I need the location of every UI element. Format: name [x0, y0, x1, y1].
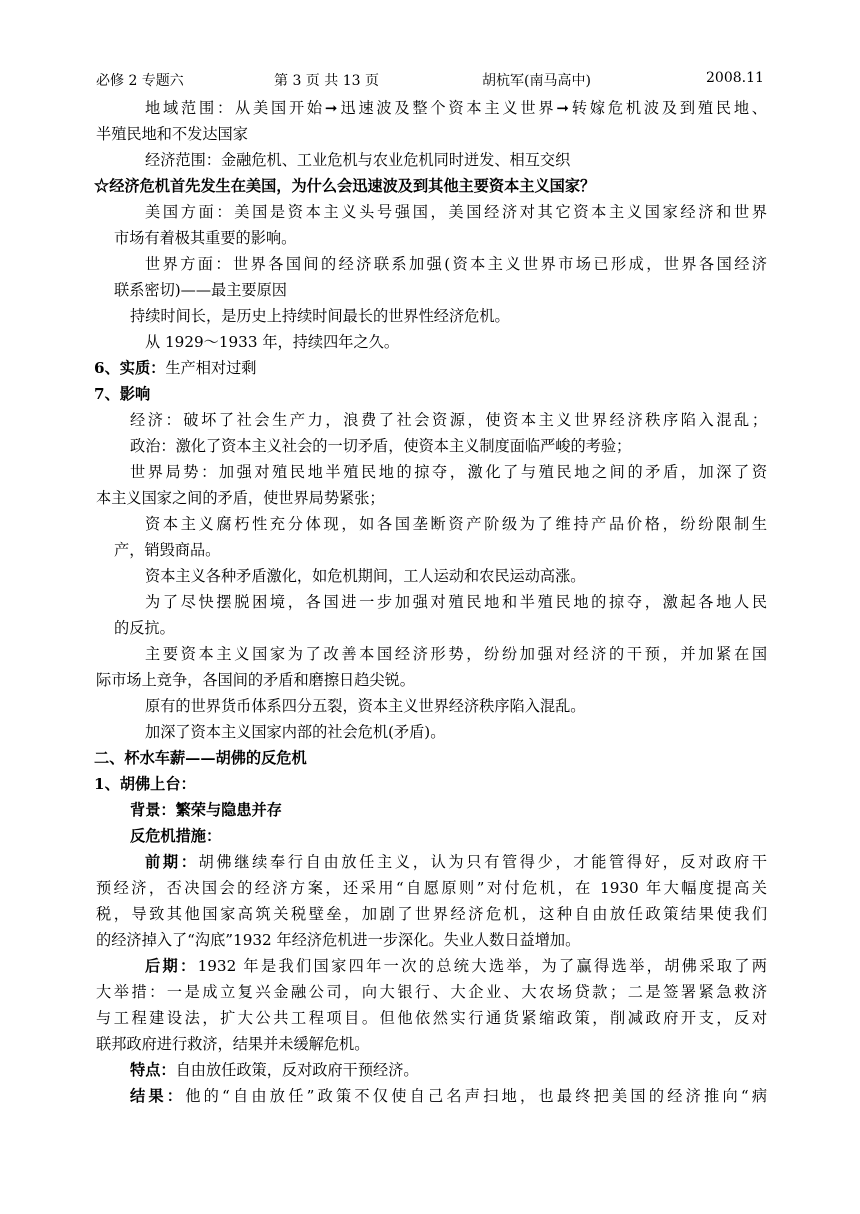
region-scope-line2: 半殖民地和不发达国家: [96, 125, 248, 143]
essence-line: [94, 358, 256, 378]
contradiction-text: 资本主义各种矛盾激化，如危机期间，工人运动和农民运动高涨。: [145, 567, 586, 585]
early-phase-text1: 胡佛继续奉行自由放任主义，认为只有管得少，才能管得好，反对政府干: [198, 853, 768, 871]
region-scope-line1: 地域范围：从美国开始➞迅速波及整个资本主义世界➞转嫁危机波及到殖民地、: [145, 99, 767, 117]
early-phase-line2: 预经济，否决国会的经济方案，还采用“自愿原则”对付危机，在 1930 年大幅度提高关: [96, 879, 767, 897]
late-phase-line3: 与工程建设法，扩大公共工程项目。但他依然实行通货紧缩政策，削减政府开支，反对: [96, 1009, 767, 1027]
impact-heading: 7、影响: [94, 385, 151, 403]
measures-heading: 反危机措施：: [130, 827, 222, 845]
world-aspect-line1: 世界方面：世界各国间的经济联系加强(资本主义世界市场已形成，世界各国经济: [145, 255, 767, 273]
late-phase-text1: 1932 年是我们国家四年一次的总统大选举，为了赢得选举，胡佛采取了两: [197, 957, 767, 975]
impact-world-line2: 本主义国家之间的矛盾，使世界局势紧张；: [96, 489, 385, 507]
section2-title: 二、杯水车薪——胡佛的反危机: [94, 749, 307, 767]
header-page-info: 第 3 页 共 13 页: [274, 73, 379, 89]
decay-line2: 产，销毁商品。: [114, 541, 221, 559]
impact-world-line1: 世界局势：加强对殖民地半殖民地的掠夺，激化了与殖民地之间的矛盾，加深了资: [130, 463, 767, 481]
plunder-line1: 为了尽快摆脱困境，各国进一步加强对殖民地和半殖民地的掠夺，激起各地人民: [145, 593, 767, 611]
header-course: 必修 2 专题六: [96, 73, 184, 89]
feature-text: 自由放任政策，反对政府干预经济。: [175, 1061, 419, 1079]
header-date: 2008.11: [706, 70, 764, 86]
essence-body: 生产相对过剩: [165, 359, 257, 377]
plunder-line2: 的反抗。: [114, 619, 175, 637]
question-heading: ☆经济危机首先发生在美国，为什么会迅速波及到其他主要资本主义国家？: [94, 177, 596, 195]
impact-economy: 经济：破坏了社会生产力，浪费了社会资源，使资本主义世界经济秩序陷入混乱；: [130, 411, 767, 429]
background-line: 背景：繁荣与隐患并存: [130, 801, 282, 819]
world-aspect-line2: 联系密切)——最主要原因: [114, 281, 287, 299]
early-phase-line4: 的经济掉入了“沟底”1932 年经济危机进一步深化。失业人数日益增加。: [96, 931, 581, 949]
duration-text: 持续时间长，是历史上持续时间最长的世界性经济危机。: [130, 307, 510, 325]
early-phase-line3: 税，导致其他国家高筑关税壁垒，加剧了世界经济危机，这种自由放任政策结果使我们: [96, 905, 767, 923]
currency-text: 原有的世界货币体系四分五裂，资本主义世界经济秩序陷入混乱。: [145, 697, 586, 715]
result-label: 结果：: [130, 1087, 186, 1105]
intervene-line1: 主要资本主义国家为了改善本国经济形势，纷纷加强对经济的干预，并加紧在国: [145, 645, 767, 663]
late-phase-line2: 大举措：一是成立复兴金融公司，向大银行、大企业、大农场贷款；二是签署紧急救济: [96, 983, 767, 1001]
usa-aspect-line2: 市场有着极其重要的影响。: [114, 229, 297, 247]
late-phase-line1: [145, 956, 767, 976]
page-header: [0, 70, 860, 90]
early-phase-line1: [145, 852, 767, 872]
result-line: [130, 1086, 767, 1106]
early-phase-label: 前期：: [145, 853, 199, 871]
decay-line1: 资本主义腐朽性充分体现，如各国垄断资产阶级为了维持产品价格，纷纷限制生: [145, 515, 767, 533]
economic-scope: 经济范围：金融危机、工业危机与农业危机同时迸发、相互交织: [145, 151, 571, 169]
late-phase-label: 后期：: [145, 957, 198, 975]
late-phase-line4: 联邦政府进行救济，结果并未缓解危机。: [96, 1035, 370, 1053]
social-crisis-text: 加深了资本主义国家内部的社会危机(矛盾)。: [145, 723, 446, 741]
intervene-line2: 际市场上竞争，各国间的矛盾和磨擦日趋尖锐。: [96, 671, 415, 689]
result-text: 他的“自由放任”政策不仅使自己名声扫地，也最终把美国的经济推向“病: [185, 1087, 768, 1105]
feature-line: [130, 1060, 419, 1080]
usa-aspect-line1: 美国方面：美国是资本主义头号强国，美国经济对其它资本主义国家经济和世界: [145, 203, 767, 221]
feature-label: 特点：: [130, 1061, 176, 1079]
impact-politics: 政治：激化了资本主义社会的一切矛盾，使资本主义制度面临严峻的考验；: [130, 437, 632, 455]
hoover-heading: 1、胡佛上台：: [94, 775, 196, 793]
essence-heading: 6、实质：: [94, 359, 166, 377]
header-author: 胡杭军(南马高中): [482, 73, 591, 89]
years-text: 从 1929～1933 年，持续四年之久。: [145, 333, 400, 351]
